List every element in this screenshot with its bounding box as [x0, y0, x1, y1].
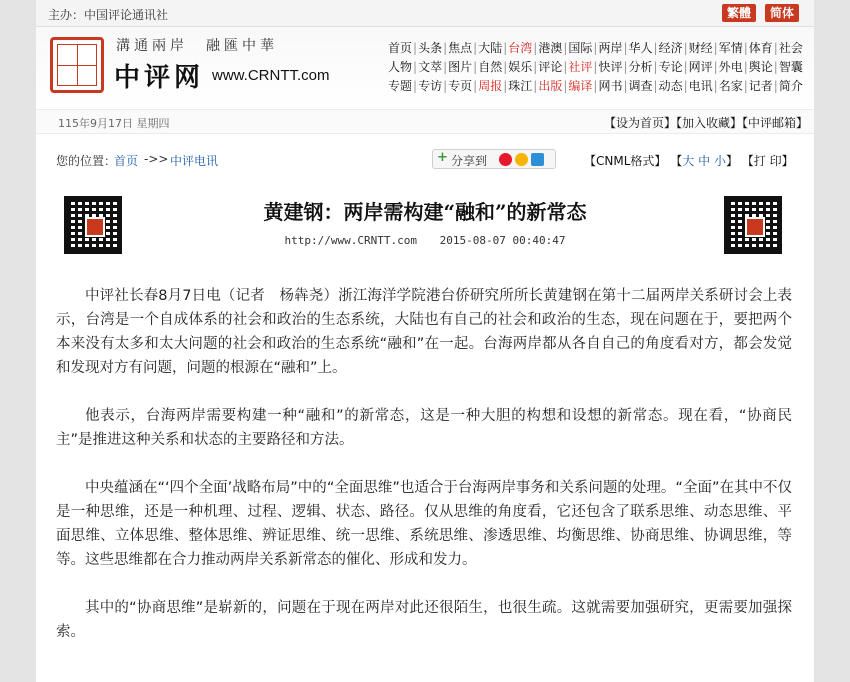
- article-paragraph: 其中的“协商思维”是崭新的，问题在于现在两岸对此还很陌生，也很生疏。这就需要加强研究，更需要加强探索。: [56, 600, 792, 640]
- nav-separator: |: [413, 41, 418, 55]
- nav-separator: |: [653, 41, 658, 55]
- nav-link[interactable]: 专访: [418, 79, 443, 93]
- nav-separator: |: [443, 60, 448, 74]
- current-date: 115年9月17日 星期四: [58, 117, 170, 130]
- nav-separator: |: [473, 60, 478, 74]
- quick-links: [604, 114, 808, 131]
- font-small-button[interactable]: 小: [713, 154, 726, 168]
- nav-link[interactable]: 体育: [748, 41, 773, 55]
- nav-link[interactable]: 智囊: [778, 60, 803, 74]
- nav-link[interactable]: 财经: [688, 41, 713, 55]
- site-header: [36, 27, 814, 107]
- host-label: 主办：中国评论通讯社: [48, 8, 169, 22]
- traditional-chinese-button[interactable]: 繁體: [722, 4, 756, 22]
- site-slogan: 溝通兩岸 融匯中華: [116, 38, 278, 54]
- nav-link[interactable]: 编译: [568, 79, 593, 93]
- nav-link[interactable]: 分析: [628, 60, 653, 74]
- nav-link[interactable]: 网书: [598, 79, 623, 93]
- nav-link[interactable]: 两岸: [598, 41, 623, 55]
- nav-link[interactable]: 自然: [478, 60, 503, 74]
- nav-separator: |: [443, 79, 448, 93]
- tencent-icon[interactable]: [531, 153, 544, 166]
- nav-link[interactable]: 调查: [628, 79, 653, 93]
- nav-separator: |: [473, 41, 478, 55]
- nav-link[interactable]: 专论: [658, 60, 683, 74]
- nav-separator: |: [413, 60, 418, 74]
- nav-link[interactable]: 外电: [718, 60, 743, 74]
- share-label: 分享到: [451, 154, 488, 168]
- site-name[interactable]: 中评网: [114, 63, 205, 93]
- nav-link[interactable]: 焦点: [448, 41, 473, 55]
- nav-link[interactable]: 专题: [388, 79, 413, 93]
- article-paragraph: 他表示，台海两岸需要构建一种“融和”的新常态，这是一种大胆的构想和设想的新常态。现在看，“协商民主”是推进这种关系和状态的主要路径和方法。: [56, 408, 792, 448]
- nav-separator: |: [593, 41, 598, 55]
- main-nav: [388, 39, 808, 96]
- date-bar: [36, 109, 814, 134]
- nav-link[interactable]: 名家: [718, 79, 743, 93]
- nav-separator: |: [623, 41, 628, 55]
- nav-separator: |: [563, 41, 568, 55]
- site-domain: www.CRNTT.com: [212, 67, 330, 84]
- site-logo-seal-icon[interactable]: [50, 37, 104, 93]
- nav-separator: |: [623, 79, 628, 93]
- nav-link[interactable]: 华人: [628, 41, 653, 55]
- font-size-bracket-close: 】: [725, 154, 738, 168]
- plus-icon: +: [437, 150, 448, 165]
- breadcrumb-home[interactable]: 首页: [114, 154, 139, 168]
- nav-separator: |: [743, 41, 748, 55]
- nav-separator: |: [533, 41, 538, 55]
- nav-separator: |: [743, 60, 748, 74]
- nav-link[interactable]: 社会: [778, 41, 803, 55]
- nav-link[interactable]: 头条: [418, 41, 443, 55]
- mailbox-link[interactable]: 【中评邮箱】: [741, 116, 808, 130]
- nav-separator: |: [773, 79, 778, 93]
- nav-separator: |: [503, 79, 508, 93]
- nav-separator: |: [623, 60, 628, 74]
- nav-link[interactable]: 经济: [658, 41, 683, 55]
- nav-link[interactable]: 大陆: [478, 41, 503, 55]
- nav-link[interactable]: 专页: [448, 79, 473, 93]
- font-medium-button[interactable]: 中: [698, 154, 711, 168]
- article-body: [56, 284, 792, 668]
- nav-separator: |: [503, 41, 508, 55]
- nav-link[interactable]: 国际: [568, 41, 593, 55]
- nav-link[interactable]: 动态: [658, 79, 683, 93]
- nav-link[interactable]: 人物: [388, 60, 413, 74]
- nav-separator: |: [593, 79, 598, 93]
- nav-separator: |: [743, 79, 748, 93]
- nav-separator: |: [473, 79, 478, 93]
- nav-separator: |: [533, 79, 538, 93]
- nav-separator: |: [653, 79, 658, 93]
- nav-link[interactable]: 舆论: [748, 60, 773, 74]
- nav-link[interactable]: 记者: [748, 79, 773, 93]
- nav-separator: |: [713, 41, 718, 55]
- location-label: 您的位置：: [56, 154, 117, 168]
- nav-separator: |: [413, 79, 418, 93]
- location-bar: [36, 146, 814, 172]
- breadcrumb-section[interactable]: 中评电讯: [170, 154, 219, 168]
- nav-separator: |: [563, 60, 568, 74]
- article-paragraph: 中央蕴涵在“‘四个全面’战略布局”中的“全面思维”也适合于台海两岸事务和关系问题的处理。“全面”在其中不仅是一种思维，还是一种机理、过程、逻辑、状态、路径。仅从思维的角度看，它还包含了联系思维、动态思维、平面思维、立体思维、整体思维、辨证思维、统一思维、系统思维、渗透思维、均衡思维、协商思维、协调思维，等等。这些思维都在合力推动两岸关系新常态的催化、形成和发力。: [56, 480, 792, 568]
- nav-separator: |: [683, 41, 688, 55]
- nav-link[interactable]: 军情: [718, 41, 743, 55]
- font-large-button[interactable]: 大: [682, 154, 695, 168]
- nav-separator: |: [683, 79, 688, 93]
- print-link[interactable]: 【打 印】: [741, 154, 794, 168]
- nav-separator: |: [563, 79, 568, 93]
- nav-separator: |: [533, 60, 538, 74]
- article-headline: 黄建钢：两岸需构建“融和”的新常态: [263, 200, 587, 224]
- nav-link[interactable]: 快评: [598, 60, 623, 74]
- nav-row: [388, 39, 808, 58]
- nav-link[interactable]: 电讯: [688, 79, 713, 93]
- nav-link[interactable]: 简介: [778, 79, 803, 93]
- nav-separator: |: [713, 79, 718, 93]
- nav-link[interactable]: 网评: [688, 60, 713, 74]
- cnml-format-link[interactable]: 【CNML格式】: [584, 154, 667, 168]
- nav-row: [388, 58, 808, 77]
- nav-separator: |: [713, 60, 718, 74]
- page: [36, 0, 814, 682]
- nav-link[interactable]: 图片: [448, 60, 473, 74]
- nav-link[interactable]: 珠江: [508, 79, 533, 93]
- nav-link[interactable]: 港澳: [538, 41, 563, 55]
- nav-separator: |: [773, 60, 778, 74]
- nav-link[interactable]: 首页: [388, 41, 413, 55]
- simplified-chinese-button[interactable]: 简体: [765, 4, 799, 22]
- page-tools: [584, 152, 794, 169]
- nav-separator: |: [503, 60, 508, 74]
- nav-link[interactable]: 娱乐: [508, 60, 533, 74]
- nav-separator: |: [593, 60, 598, 74]
- nav-link[interactable]: 台湾: [508, 41, 533, 55]
- nav-link[interactable]: 社评: [568, 60, 593, 74]
- nav-row: [388, 77, 808, 96]
- nav-separator: |: [683, 60, 688, 74]
- nav-separator: |: [443, 41, 448, 55]
- top-bar: [36, 0, 814, 27]
- article-meta: [36, 234, 814, 247]
- add-favorite-link[interactable]: 【加入收藏】: [675, 116, 742, 130]
- article-datetime: 2015-08-07 00:40:47: [439, 234, 566, 247]
- weibo-icon[interactable]: [499, 153, 512, 166]
- nav-link[interactable]: 评论: [538, 60, 563, 74]
- article-paragraph: 中评社长春8月7日电（记者 杨犇尧）浙江海洋学院港台侨研究所所长黄建钢在第十二届两岸关系研讨会上表示，台湾是一个自成体系的社会和政治的生态系统，大陆也有自己的社会和政治的生态，现在问题在于，要把两个本来没有太多和太大问题的社会和政治的生态系统“融和”在一起。台海两岸都从各自自己的角度看对方，都会发觉和发现对方有问题，问题的根源在“融和”上。: [56, 288, 792, 376]
- article-source-url: http://www.CRNTT.com: [284, 234, 417, 247]
- nav-separator: |: [773, 41, 778, 55]
- font-size-bracket-open: 【: [670, 154, 683, 168]
- nav-link[interactable]: 文萃: [418, 60, 443, 74]
- nav-link[interactable]: 出版: [538, 79, 563, 93]
- nav-separator: |: [653, 60, 658, 74]
- share-widget[interactable]: [432, 149, 556, 169]
- nav-link[interactable]: 周报: [478, 79, 503, 93]
- breadcrumb-separator: ->>: [144, 152, 169, 166]
- qzone-icon[interactable]: [515, 153, 528, 166]
- set-homepage-link[interactable]: 【设为首页】: [603, 116, 676, 130]
